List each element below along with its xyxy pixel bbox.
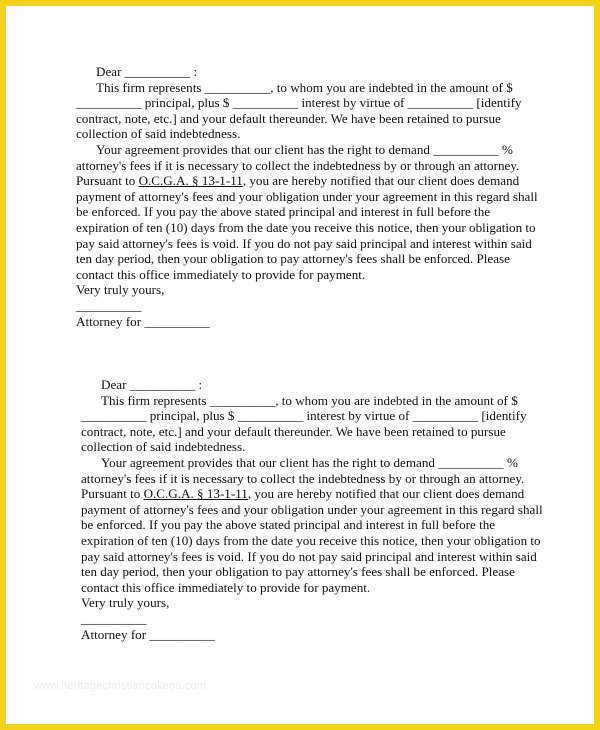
statute-reference: O.C.G.A. § 13-1-11 (143, 486, 248, 502)
fees-text-end: , you are hereby notified that our client does demand payment of attorney's fees and your obligation under your agreement in this regard shall be enforced. If you pay the above stated principal and interest in full before the expiration of ten (10) days from the date you receive this notice, then your obligation to pay said attorney's fees is void. If you do not pay said principal and interest within said ten day period, then your obligation to pay attorney's fees shall be enforced. Please contact this office immediately to provide for payment. (81, 486, 543, 595)
fees-text-start: Your agreement provides that our client has the right to demand __________ % attorney's fees if it is necessary to collect the indebtedness by or through an attorney. Pursuant to (81, 454, 525, 502)
closing: Very truly yours, (76, 282, 165, 298)
paragraph-attorney-fees (76, 142, 546, 282)
demand-letter-1 (76, 64, 546, 329)
signature-label: Attorney for __________ (81, 626, 215, 642)
statute-reference: O.C.G.A. § 13-1-11 (138, 173, 243, 189)
salutation: Dear __________ : (96, 64, 198, 79)
signature-line: __________ (76, 297, 142, 313)
paragraph-attorney-fees (81, 455, 551, 595)
paragraph-representation: This firm represents __________, to whom you are indebted in the amount of $ __________ principal, plus $ __________ interest by virtue of __________ [identify contract, note, etc.] and your default thereunder. We have been retained to pursue collection of said indebtedness. (81, 392, 527, 455)
document-page (6, 6, 594, 724)
fees-text-start: Your agreement provides that our client has the right to demand __________ % attorney's fees if it is necessary to collect the indebtedness by or through an attorney. Pursuant to (76, 141, 520, 189)
salutation: Dear __________ : (101, 377, 203, 392)
fees-text-end: , you are hereby notified that our client does demand payment of attorney's fees and your obligation under your agreement in this regard shall be enforced. If you pay the above stated principal and interest in full before the expiration of ten (10) days from the date you receive this notice, then your obligation to pay said attorney's fees is void. If you do not pay said principal and interest within said ten day period, then your obligation to pay attorney's fees shall be enforced. Please contact this office immediately to provide for payment. (76, 173, 538, 282)
paragraph-representation: This firm represents __________, to whom you are indebted in the amount of $ __________ principal, plus $ __________ interest by virtue of __________ [identify contract, note, etc.] and your default thereunder. We have been retained to pursue collection of said indebtedness. (76, 79, 522, 142)
demand-letter-2 (81, 377, 551, 642)
signature-line: __________ (81, 610, 147, 626)
signature-label: Attorney for __________ (76, 313, 210, 329)
watermark: www.heritagechristiancollege.com (34, 680, 207, 692)
closing: Very truly yours, (81, 595, 170, 611)
